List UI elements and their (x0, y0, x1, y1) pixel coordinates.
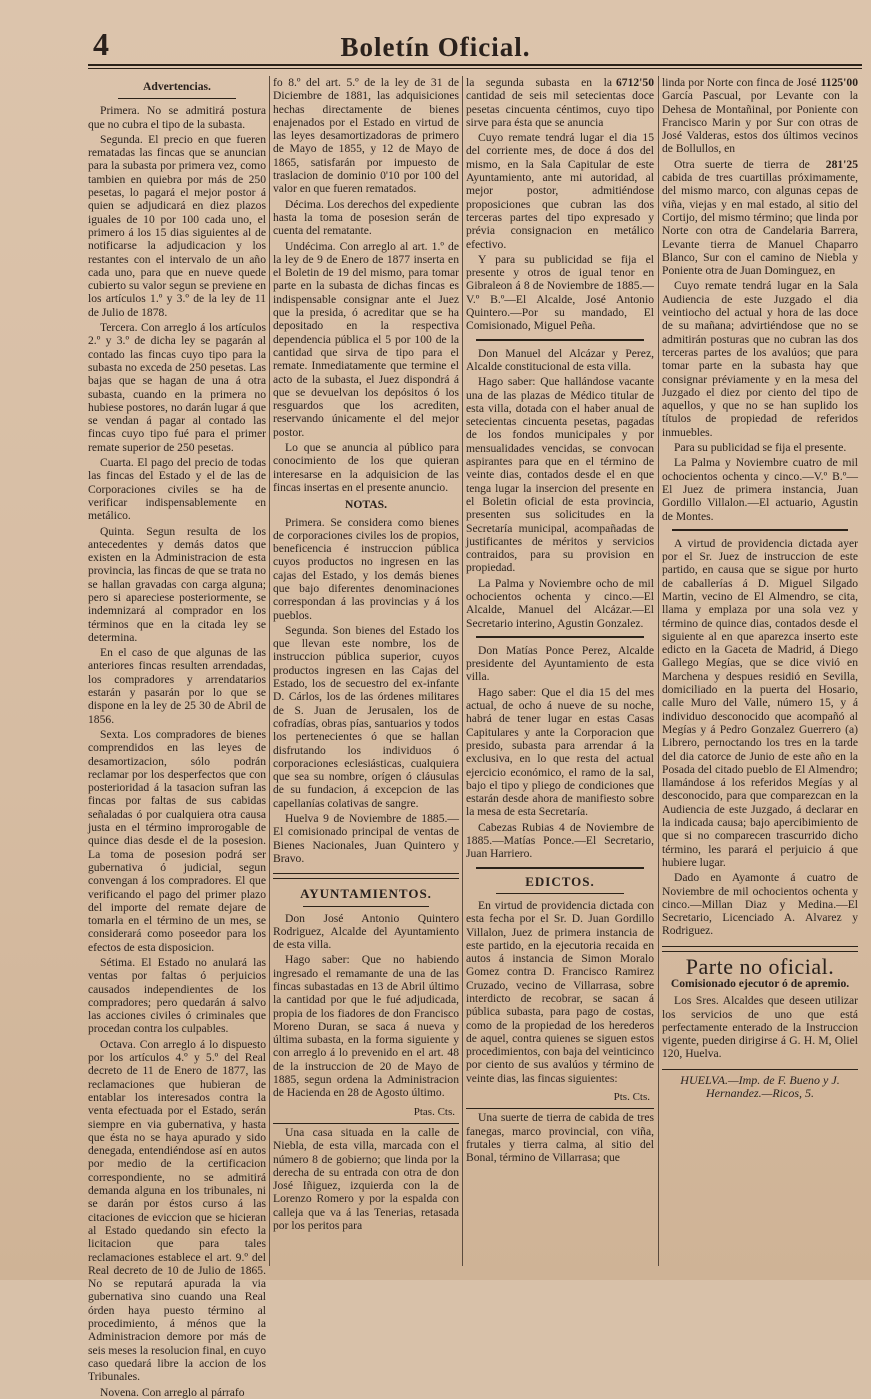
column-divider (269, 76, 270, 1266)
column-4 (662, 76, 858, 1266)
header-rule (88, 64, 862, 66)
amount: 281'25 (825, 157, 858, 171)
paragraph: Cuyo remate tendrá lugar en la Sala Audiencia de este Juzgado el dia veintiocho del actual y hora de las doce de su mañana; advirtiéndose que no se admitirán posturas que no cubran las dos terceras partes de los avalúos; que para tomar parte en la subasta hay que consignar préviamente y en la mesa del Juzgado el diez por ciento del tipo de aquellos, y que no se han suplido los títulos de propiedad de referidos inmuebles. (662, 279, 858, 439)
paragraph: Hago saber: Que hallándose vacante una de las plazas de Médico titular de esta villa, dotada con el haber anual de setecientas cincuenta pesetas, pagadas de los fondos municipales y por mensualidades vencidas, se convocan aspirantes para que en el término de veinte dias, contados desde el en que tenga lugar la insercion del presente en el Boletin oficial de esta provincia, presenten sus solicitudes en la Secretaría municipal, acompañadas de justificantes de méritos y servicios contraidos, para su provision en propiedad. (466, 375, 654, 575)
paragraph: Los Sres. Alcaldes que deseen utilizar los servicios de uno que está perfectamente enterado de la Instruccion vigente, pueden dirigirse á G. H. M, Oliel 120, Huelva. (662, 994, 858, 1061)
paragraph: En el caso de que algunas de las anteriores fincas resulten arrendadas, los compradores y arrendatarios estarán y pasarán por lo que se dispone en la ley de 25 30 de Abril de 1856. (88, 646, 266, 726)
separator (476, 636, 644, 638)
paragraph: Décima. Los derechos del expediente hasta la toma de posesion serán de cuenta del rematante. (273, 197, 459, 238)
notas-heading: NOTAS. (345, 498, 387, 512)
finca-description: Una casa situada en la calle de Niebla, de esta villa, marcada con el número 8 de gobierno; que linda por la derecha de su entrada con otra de don José Iñiguez, izquierda con la de Lorenzo Romero y por la espalda con calleja que va á las Tenerias, retasada por los peritos para (273, 1125, 459, 1233)
comisionado-heading: Comisionado ejecutor ó de apremio. (670, 977, 850, 990)
separator (476, 867, 644, 869)
paragraph: Novena. Con arreglo al párrafo (100, 1385, 245, 1399)
separator (273, 873, 459, 879)
paragraph: La Palma y Noviembre cuatro de mil ochocientos ochenta y cinco.—V.º B.º—El Juez de primera instancia, Juan Gordillo Villalon.—El actuario, Agustin de Montes. (662, 456, 858, 523)
parte-no-oficial-heading: Parte no oficial. (685, 953, 835, 979)
page-header (0, 24, 871, 64)
separator (672, 529, 848, 531)
paragraph: Primera. No se admitirá postura que no cubra el tipo de la subasta. (88, 104, 266, 131)
page-number: 4 (93, 26, 109, 62)
nota: Segunda. Son bienes del Estado los que llevan este nombre, los de instruccion pública superior, cuyos productos ingresen en las Cajas del Estado, los de secuestro del ex-infante D. Cárlos, los de las órdenes militares de S. Juan de Jerusalen, los de cofradías, obras pías, santuarios y todos los pertenecientes ó que se hallan disfrutando los individuos ó corporaciones eclesiásticas, cualquiera que sea su nombre, orígen ó cláusulas de su fundacion, á excepcion de las capellanías colativas de sangre. (273, 623, 459, 810)
column-divider (462, 76, 463, 1266)
separator (476, 339, 644, 341)
paragraph: Lo que se anuncia al público para conocimiento de los que quieran interesarse en la adquisicion de las fincas insertas en el presente anuncio. (273, 441, 459, 494)
price-header: Ptas. Cts. (413, 1105, 455, 1118)
printer-imprint: HUELVA.—Imp. de F. Bueno y J. Hernandez.—Ricos, 5. (662, 1069, 858, 1101)
paragraph: Para su publicidad se fija el presente. (674, 441, 847, 455)
column-3 (466, 76, 654, 1266)
separator (118, 98, 236, 99)
column-1 (88, 76, 266, 1399)
price-header: Pts. Cts. (613, 1091, 650, 1104)
paragraph: Quinta. Segun resulta de los antecedentes y demás datos que existen en la Administracion de esta provincia, las fincas de que se trata no se hallan gravadas con carga alguna; pero si apareciese posteriormente, se indemnizará al comprador en los términos que en la citada ley se determina. (88, 524, 266, 644)
separator (496, 893, 624, 894)
announcement-intro: Don Manuel del Alcázar y Perez, Alcalde constitucional de esta villa. (466, 346, 654, 373)
finca-description: 281'25 Otra suerte de tierra de cabida de tres cuartillas próximamente, del mismo marco, con algunas cepas de viña, viejas y en mal estado, al sitio del Cortijo, del mismo término; que linda por Norte con otra de Candelaria Barrera, Levante tierra de Manuel Chaparro Blanco, Sur con el camino de Niebla y Poniente otra de Juan Dominguez, en (662, 157, 858, 278)
finca-continuation: 1125'00 linda por Norte con finca de José García Pascual, por Levante con la Dehesa de Montañinal, por Poniente con Francisco Marin y por Sur con otras de José Valderas, estos dos últimos vecinos de Bollullos, en (662, 76, 858, 156)
paragraph: Undécima. Con arreglo al art. 1.º de la ley de 9 de Enero de 1877 inserta en el Boletin de 19 del mismo, para tomar parte en la subasta de dichas fincas es indispensable consignar ante el Juez que la presida, ó acreditar que se ha depositado en la respectiva dependencia pública el 5 por 100 de la cantidad que sirva de tipo para el remate. Inmediatamente que termine el acto de la subasta, el Juez dispondrá á que se devuelvan los depósitos ó los resguardos que los acrediten, reservando únicamente el del mejor postor. (273, 239, 459, 439)
finca-description: Una suerte de tierra de cabida de tres fanegas, marco provincial, con viña, frutales y tierra calma, al sitio del Bonal, término de Villarrasa; que (466, 1111, 654, 1165)
amount: 1125'00 (820, 76, 858, 89)
header-rule-thin (88, 68, 862, 69)
ayuntamientos-heading: AYUNTAMIENTOS. (300, 886, 432, 902)
paragraph: Segunda. El precio en que fueren rematadas las fincas que se anuncian para la subasta por primera vez, como tambien en quiebra por más de 250 pesetas, lo pagará el mejor postor á quien se adjudicará en diez plazos iguales de 10 por 100 cada uno, el primero á los 15 dias siguientes al de notificarse la adjudicacion y los restantes con el intervalo de un año cada uno, para que en nueve quede cubierto su valor segun se previene en los artículos 1.º y 3.º de la ley de 11 de Julio de 1878. (88, 132, 266, 319)
nota: Primera. Se considera como bienes de corporaciones civiles los de propios, beneficencia é instruccion pública cuyos productos no ingresen en las cajas del Estado, y los demás bienes que bajo diferentes denominaciones correspondan á las provincias y á los pueblos. (273, 515, 459, 622)
announcement-intro: Don José Antonio Quintero Rodriguez, Alcalde del Ayuntamiento de esta villa. (273, 911, 459, 952)
advertencias-heading: Advertencias. (143, 80, 211, 93)
paragraph: Hago saber: Que el dia 15 del mes actual, de ocho á nueve de su noche, habrá de tener lugar en estas Casas Capitulares y ante la Corporacion que presido, subasta para arrendar á la exclusiva, en lo que resta del actual ejercicio económico, el ramo de la sal, bajo el tipo y pliego de condiciones que estarán desde ahora de manifiesto sobre la mesa de esta Secretaría. (466, 685, 654, 819)
paragraph: Cabezas Rubias 4 de Noviembre de 1885.—Matías Ponce.—El Secretario, Juan Harriero. (466, 820, 654, 861)
announcement-intro: Don Matías Ponce Perez, Alcalde presidente del Ayuntamiento de esta villa. (466, 643, 654, 684)
paragraph: Cuarta. El pago del precio de todas las fincas del Estado y el de las de Corporaciones civiles se ha de verificar indispensablemente en metálico. (88, 456, 266, 523)
paragraph: Sexta. Los compradores de bienes comprendidos en las leyes de desamortizacion, sólo podrán reclamar por los desperfectos que con posterioridad á la tasacion sufran las fincas por faltas de sus cabidas señaladas ó por cualquiera otra causa justa en el término improrogable de quince dias desde el de la posesion. La toma de posesion podrá ser gubernativa ó judicial, segun convengan á los compradores. El que verificando el pago del primer plazo del importe del remate dejare de tomarla en el término de un mes, se considerará como poseedor para los efectos de esta disposicion. (88, 727, 266, 954)
column-2 (273, 76, 459, 1266)
paragraph: A virtud de providencia dictada ayer por el Sr. Juez de instruccion de este partido, en causa que se sigue por hurto de caballerías á D. Miguel Silgado Martin, vecino de El Almendro, se cita, llama y emplaza por una sola vez y término de quince dias, contados desde el siguiente al en que aparezca inserto este edicto en la Gaceta de Madrid, á Diego Gallego Megías, que se dice vivió en Marchena y despues residió en Sevilla, domiciliado en la puerta del Hosario, calle Muro del Valle, número 15, y á individuo desconocido que acompañó al Megías y á Pedro Gonzalez Guerrero (a) Librero, pernoctando los tres en la tarde del dia catorce de Junio de este año en la Posada del citado pueblo de El Almendro; llamándose á los referidos Megías y al desconocido, para que comparezcan en la Audiencia de este Juzgado, á declarar en la indicada causa; bajo apercibimiento de que si no comparecen trascurrido dicho término, les parará el perjuicio á que hubiere lugar. (662, 536, 858, 869)
paragraph: Octava. Con arreglo á lo dispuesto por los artículos 4.º y 5.º del Real decreto de 11 de Enero de 1877, las reclamaciones que hubieran de entablar los interesados contra la venta efectuada por el Estado, serán siempre en via gubernativa, y hasta que ésta no se haya apurado y sido denegada, entendiéndose así en autos por medio de la certificacion correspondiente, no se admitirá demanda alguna en los tribunales, ni se darán por éstos curso á las citaciones de eviccion que se hicieran al Estado quedando sin efecto la licitacion que para tales reclamaciones establece el art. 9.º del Real decreto de 10 de Julio de 1865. No se reputará apurada la via gubernativa sino cuando una Real órden haya puesto término al procedimiento, á ménos que la Administracion demore por más de seis meses la resolucion final, en cuyo caso quedará libre la accion de los Tribunales. (88, 1037, 266, 1384)
paragraph: En virtud de providencia dictada con esta fecha por el Sr. D. Juan Gordillo Villalon, Juez de primera instancia de este partido, en la ejecutoria recaida en autos á instancia de Simon Moralo Gomez contra D. Francisco Ramirez Cruzado, vecino de Villarrasa, sobre interdicto de recobrar, se sacan á pública subasta, para pago de costas, como de la propiedad de los herederos de aquel, contra quienes se siguen estos procedimientos, con baja del veinticinco por ciento de sus avalúos y término de veinte dias, las fincas siguientes: (466, 898, 654, 1085)
paragraph: fo 8.º del art. 5.º de la ley de 31 de Diciembre de 1881, las adquisiciones hechas directamente de bienes enajenados por el Estado en virtud de las leyes desamortizadoras de primero de Mayo de 1855, y 12 de Mayo de 1865, satisfarán por impuesto de traslacion de dominio 0'10 por 100 del valor en que fueren rematados. (273, 76, 459, 196)
paragraph: Cuyo remate tendrá lugar el dia 15 del corriente mes, de doce á dos del mismo, en la Sala Capitular de este Ayuntamiento, ante mi autoridad, al mejor postor, admitiéndose proposiciones que cubran las dos terceras partes del tipo expresado y prévia consignacion en metálico efectivo. (466, 131, 654, 251)
paragraph: Dado en Ayamonte á cuatro de Noviembre de mil ochocientos ochenta y cinco.—Millan Diaz y Medina.—El Secretario, Licenciado A. Alvarez y Rodriguez. (662, 871, 858, 938)
paragraph: Y para su publicidad se fija el presente y otros de igual tenor en Gibraleon á 8 de Noviembre de 1885.—V.º B.º—El Alcalde, José Antonio Quintero.—Por su mandado, El Comisionado, Miguel Peña. (466, 252, 654, 333)
finca-continuation: 6712'50 la segunda subasta en la cantidad de seis mil setecientas doce pesetas cincuenta céntimos, cuyo tipo sirve para ésta que se anuncia (466, 76, 654, 129)
paragraph: La Palma y Noviembre ocho de mil ochocientos ochenta y cinco.—El Alcalde, Manuel del Alcázar.—El Secretario interino, Agustin Gonzalez. (466, 576, 654, 630)
amount: 6712'50 (615, 76, 654, 89)
separator (273, 1123, 459, 1124)
separator (466, 1108, 654, 1109)
page-title: Boletín Oficial. (340, 32, 531, 62)
separator (662, 946, 858, 952)
paragraph: Tercera. Con arreglo á los artículos 2.º y 3.º de dicha ley se pagarán al contado las fincas cuyo tipo para la subasta no exceda de 250 pesetas. Las bajas que se hagan de una á otra subasta, cuando en la primera no hubiese postores, no darán lugar á que se vendan á pagar al contado las fincas cuyo tipo fué para el primer remate superior de 250 pesetas. (88, 321, 266, 454)
signature: Huelva 9 de Noviembre de 1885.—El comisionado principal de ventas de Bienes Nacionales, Juan Quintero y Bravo. (273, 812, 459, 865)
separator (303, 906, 429, 907)
paragraph: Sétima. El Estado no anulará las ventas por faltas ó perjuicios causados independientes de los compradores; pero quedarán á salvo las acciones civiles ó criminales que procedan contra los culpables. (88, 956, 266, 1036)
edictos-heading: EDICTOS. (525, 873, 595, 889)
column-divider (658, 76, 659, 1266)
paragraph: Hago saber: Que no habiendo ingresado el remamante de una de las fincas subastadas en 13 de Abril último la cantidad por que le fué adjudicada, propia de los fiadores de don Francisco Moreno Duran, se saca á nueva y última subasta, en la forma siguiente y con arreglo á lo prevenido en el art. 48 de la instruccion de 20 de Mayo de 1885, segun ordena la Administracion de Hacienda en 28 de Agosto último. (273, 953, 459, 1100)
